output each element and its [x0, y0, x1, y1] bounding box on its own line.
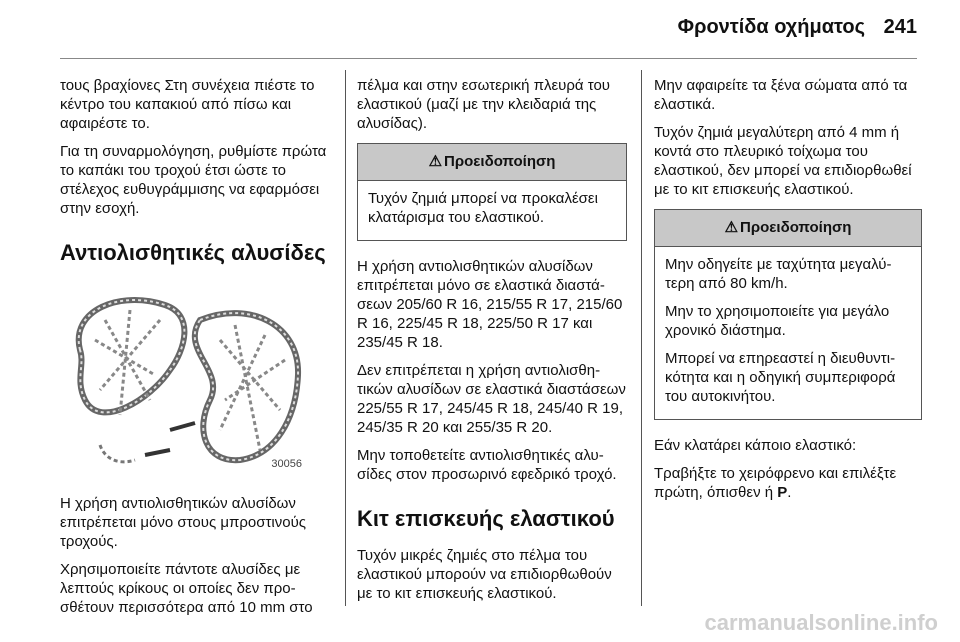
paragraph: Για τη συναρμολόγηση, ρυθμίστε πρώτα το καπάκι του τροχού έτσι ώστε το στέλεχος ευθυγράμμισης να εφαρμόσει στην εσοχή.	[60, 143, 327, 217]
snow-chains-drawing	[60, 280, 306, 480]
column-3	[654, 76, 922, 511]
warning-header	[358, 144, 626, 181]
paragraph: Χρησιμοποιείτε πάντοτε αλυσίδες με λεπτούς κρίκους οι οποίες δεν προσθέτουν περισσότερα από 10 mm στο	[60, 561, 313, 616]
warning-text: Μην το χρησιμοποιείτε για μεγάλο χρονικό διάστημα.	[665, 303, 890, 339]
header-divider	[60, 58, 917, 59]
warning-text: Μην οδηγείτε με ταχύτητα μεγαλύτερη από 80 km/h.	[665, 256, 892, 292]
warning-body	[655, 247, 921, 419]
paragraph-end: .	[787, 484, 792, 501]
column-divider-1	[345, 70, 346, 606]
paragraph-text: Τραβήξτε το χειρόφρενο και επιλέξτε πρώτη, όπισθεν ή	[654, 465, 897, 501]
paragraph: Δεν επιτρέπεται η χρήση αντιολισθητικών αλυσίδων σε ελαστικά διαστάσεων 225/55 R 17, 245/45 R 18, 245/40 R 19, 245/35 R 20 και 255/35 R 20.	[357, 362, 626, 436]
warning-text: Τυχόν ζημιά μπορεί να προκαλέσει κλατάρισμα του ελαστικού.	[368, 190, 598, 226]
snow-chains-illustration	[60, 280, 306, 480]
paragraph: Τυχόν μικρές ζημιές στο πέλμα του ελαστικού μπορούν να επιδιορθωθούν με το κιτ επισκευής ελαστικού.	[357, 547, 612, 602]
warning-triangle-icon: ⚠	[724, 219, 739, 236]
figure-number: 30056	[271, 458, 302, 470]
warning-body	[358, 181, 626, 240]
warning-box	[654, 209, 922, 420]
section-heading-snow-chains: Αντιολισθητικές αλυσίδες	[60, 240, 326, 265]
warning-header	[655, 210, 921, 247]
paragraph: Μην τοποθετείτε αντιολισθητικές αλυσίδες στον προσωρινό εφεδρικό τροχό.	[357, 447, 617, 483]
paragraph: Εάν κλατάρει κάποιο ελαστικό:	[654, 437, 857, 454]
column-1	[60, 76, 338, 626]
page-number: 241	[883, 16, 917, 38]
column-2	[357, 76, 627, 612]
paragraph: Μην αφαιρείτε τα ξένα σώματα από τα ελαστικά.	[654, 77, 908, 113]
paragraph: Η χρήση αντιολισθητικών αλυσίδων επιτρέπεται μόνο στους μπροστινούς τροχούς.	[60, 495, 306, 550]
gear-p-label: P	[777, 484, 788, 501]
page-header-title: Φροντίδα οχήματος	[677, 16, 865, 38]
paragraph: Η χρήση αντιολισθητικών αλυσίδων επιτρέπεται μόνο σε ελαστικά διαστάσεων 205/60 R 16, 215/55 R 17, 215/60 R 16, 225/45 R 18, 225/50 R 17 και 235/45 R 18.	[357, 258, 623, 351]
watermark: carmanualsonline.info	[704, 610, 938, 635]
paragraph: τους βραχίονες Στη συνέχεια πιέστε το κέντρο του καπακιού από πίσω και αφαιρέστε το.	[60, 77, 315, 132]
column-divider-2	[641, 70, 642, 606]
warning-text: Μπορεί να επηρεαστεί η διευθυντικότητα και η οδηγική συμπεριφορά του αυτοκινήτου.	[665, 350, 896, 405]
paragraph: πέλμα και στην εσωτερική πλευρά του ελαστικού (μαζί με την κλειδαριά της αλυσίδας).	[357, 77, 611, 132]
paragraph	[654, 464, 922, 502]
paragraph: Τυχόν ζημιά μεγαλύτερη από 4 mm ή κοντά στο πλευρικό τοίχωμα του ελαστικού, δεν μπορεί να επιδιορθωθεί με το κιτ επισκευής ελαστικού.	[654, 124, 912, 198]
section-heading-tyre-repair-kit: Κιτ επισκευής ελαστικού	[357, 506, 615, 531]
warning-title: Προειδοποίηση	[444, 153, 556, 170]
warning-title: Προειδοποίηση	[740, 219, 852, 236]
warning-triangle-icon: ⚠	[428, 153, 443, 170]
warning-box	[357, 143, 627, 241]
